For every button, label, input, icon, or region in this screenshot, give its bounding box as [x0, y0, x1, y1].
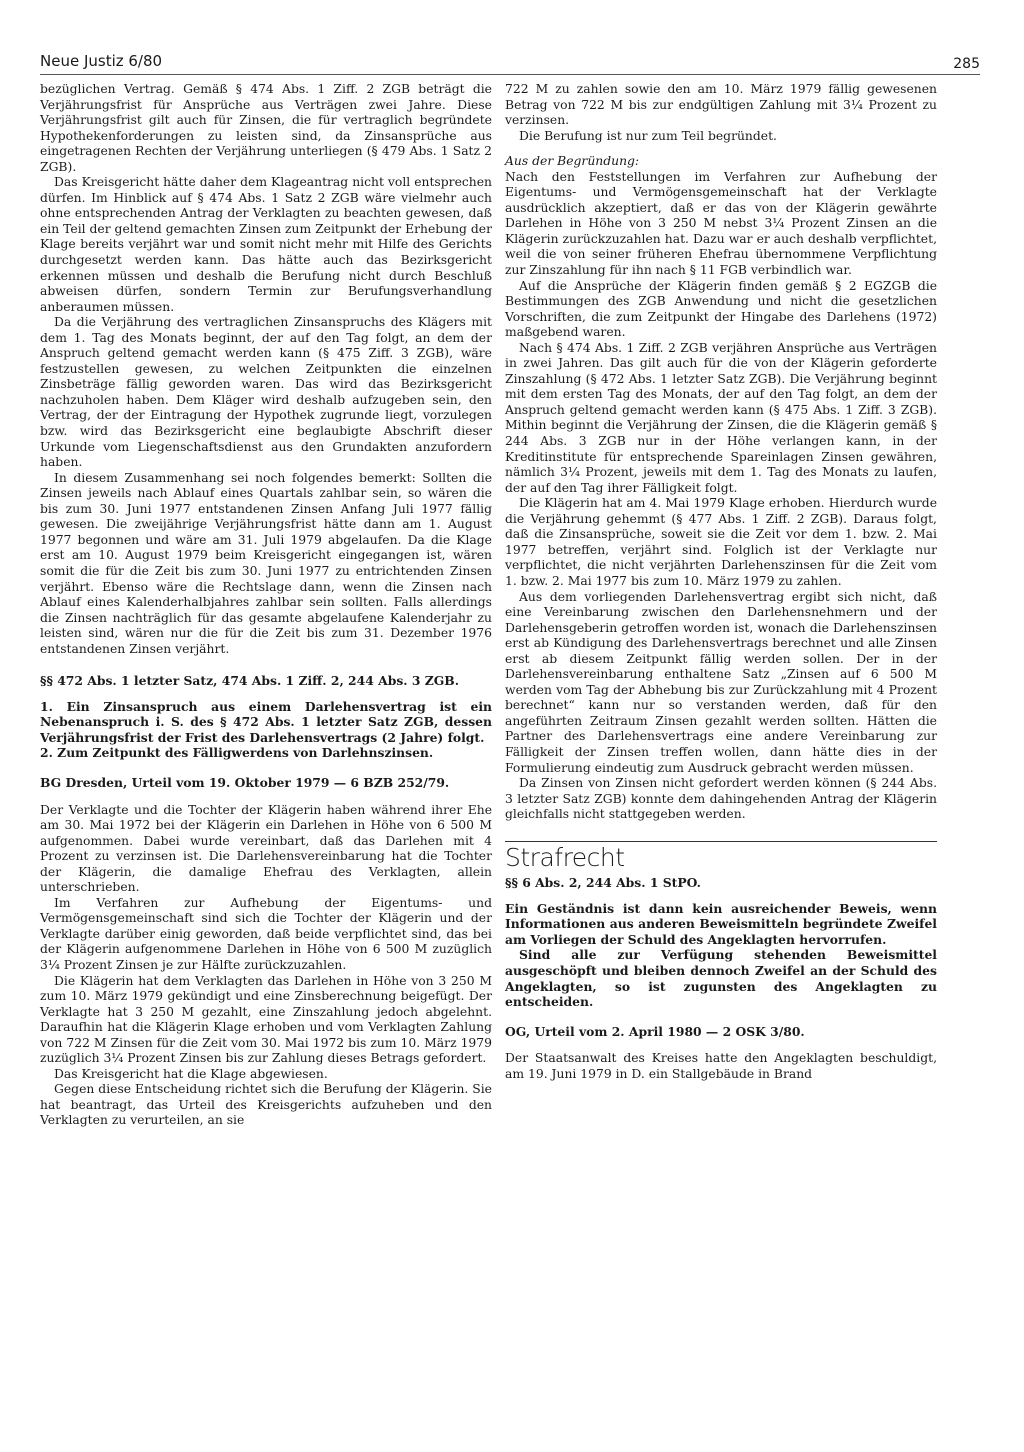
left-column — [40, 82, 492, 1129]
section-divider — [505, 841, 937, 842]
journal-title: Neue Justiz 6/80 — [40, 52, 163, 70]
headnote-2: 2. Zum Zeitpunkt des Fälligwerdens von Darlehnszinsen. — [40, 745, 434, 761]
paragraph: Nach § 474 Abs. 1 Ziff. 2 ZGB verjähren Ansprüche aus Verträgen in zwei Jahren. Das gilt auch für die von der Klägerin geforderte Zinszahlung (§ 472 Abs. 1 letzter Satz ZGB). Die Verjährung beginnt mit dem ersten Tag des Monats, der auf den Tag folgt, an dem der Anspruch geltend gemacht werden kann (§ 475 Abs. 1 Ziff. 3 ZGB). Mithin beginnt die Verjährung der Zinsen, die die Klägerin gemäß § 244 Abs. 3 ZGB nur in der Höhe verlangen kann, in der Kreditinstitute für entsprechende Spareinlagen Zinsen gewähren, nämlich 3¼ Prozent, jeweils mit dem 1. Tag des Monats zu laufen, der auf den Tag ihrer Fälligkeit folgt. — [505, 340, 937, 495]
paragraph: Gegen diese Entscheidung richtet sich die Berufung der Klägerin. Sie hat beantragt, das Urteil des Kreisgerichts aufzuheben und den Verklagten zu verurteilen, an sie — [40, 1082, 492, 1128]
paragraph: Der Verklagte und die Tochter der Klägerin haben während ihrer Ehe am 30. Mai 1972 bei der Klägerin ein Darlehen in Höhe von 6 500 M aufgenommen. Dabei wurde vereinbart, daß das Darlehen mit 4 Prozent zu verzinsen ist. Die Darlehensvereinbarung hat die Tochter der Klägerin, die damalige Ehefrau des Verklagten, allein unterschrieben. — [40, 802, 492, 895]
paragraph: bezüglichen Vertrag. Gemäß § 474 Abs. 1 Ziff. 2 ZGB beträgt die Verjährungsfrist für Ansprüche aus Verträgen zwei Jahre. Diese Verjährungsfrist gilt auch für Zinsen, die für vertraglich begründete Hypothekenforderungen zu leisten sind, da Zinsansprüche aus eingetragenen Rechten der Verjährung unterliegen (§ 479 Abs. 1 Satz 2 ZGB). — [40, 82, 492, 174]
running-header — [40, 52, 980, 75]
section-rubric: Strafrecht — [505, 842, 625, 872]
paragraph: Die Berufung ist nur zum Teil begründet. — [519, 128, 777, 143]
paragraph: Die Klägerin hat dem Verklagten das Darlehen in Höhe von 3 250 M zum 10. März 1979 gekündigt und eine Zinsberechnung beigefügt. Der Verklagte hat 3 250 M gezahlt, eine Zinszahlung jedoch abgelehnt. Daraufhin hat die Klägerin Klage erhoben und vom Verklagten Zahlung von 722 M Zinsen für die Zeit vom 30. Mai 1972 bis zum 10. März 1979 zuzüglich 3¼ Prozent Zinsen bis zur Zahlung dieses Betrags gefordert. — [40, 973, 492, 1066]
statute-reference: §§ 6 Abs. 2, 244 Abs. 1 StPO. — [505, 875, 701, 891]
paragraph: Der Staatsanwalt des Kreises hatte den Angeklagten beschuldigt, am 19. Juni 1979 in D. ein Stallgebäude in Brand — [505, 1051, 937, 1081]
paragraph: In diesem Zusammenhang sei noch folgendes bemerkt: Sollten die Zinsen jeweils nach Ablauf eines Quartals zahlbar sein, so wären die bis zum 30. Juni 1977 entstandenen Zinsen Anfang Juli 1977 fällig gewesen. Die zweijährige Verjährungsfrist hätte dann am 1. August 1977 begonnen und wäre am 31. Juli 1979 abgelaufen. Da die Klage erst am 10. August 1979 beim Kreisgericht eingegangen ist, wären somit die für die Zeit bis zum 30. Juni 1977 zu entrichtenden Zinsen verjährt. Ebenso wäre die Rechtslage dann, wenn die Zinsen nach Ablauf eines Kalenderhalbjahres zahlbar sein sollten. Falls allerdings die Zinsen nachträglich für das gesamte abgelaufene Kalenderjahr zu leisten sind, wären nur die für die Zeit bis zum 31. Dezember 1976 entstandenen Zinsen verjährt. — [40, 470, 492, 656]
paragraph: Aus dem vorliegenden Darlehensvertrag ergibt sich nicht, daß eine Vereinbarung zwischen den Darlehensnehmern und der Darlehensgeberin getroffen worden ist, wonach die Darlehenszinsen erst ab Kündigung des Darlehensvertrags berechnet und alle Zinsen erst ab diesem Zeitpunkt fällig werden sollen. Der in der Darlehensvereinbarung enthaltene Satz „Zinsen auf 6 500 M werden vom Tag der Abhebung bis zur Zurückzahlung mit 4 Prozent berechnet“ kann nur so verstanden werden, daß für den angeführten Zeitraum Zinsen gezahlt werden sollten. Hätten die Partner des Darlehensvertrags eine andere Vereinbarung zur Fälligkeit der Zinsen treffen wollen, dann hätte dies in der Formulierung eindeutig zum Ausdruck gebracht werden müssen. — [505, 589, 937, 775]
paragraph: Nach den Feststellungen im Verfahren zur Aufhebung der Eigentums- und Vermögensgemeinschaft hat der Verklagte ausdrücklich akzeptiert, daß er das von der Klägerin gewährte Darlehen in Höhe von 3 250 M nebst 3¼ Prozent Zinsen an die Klägerin zurückzuzahlen hat. Dazu war er auch deshalb verpflichtet, weil die von seiner früheren Ehefrau übernommene Verpflichtung zur Zinszahlung für ihn nach § 11 FGB verbindlich war. — [505, 169, 937, 278]
page-number: 285 — [953, 56, 980, 72]
headnote-1: Ein Geständnis ist dann kein ausreichender Beweis, wenn Informationen aus anderen Beweismitteln begründete Zweifel am Vorliegen der Schuld des Angeklagten hervorrufen. — [505, 900, 937, 947]
paragraph: Das Kreisgericht hätte daher dem Klageantrag nicht voll entsprechen dürfen. Im Hinblick auf § 474 Abs. 1 Satz 2 ZGB wäre vielmehr auch ohne entsprechenden Antrag der Verklagten zu beachten gewesen, daß ein Teil der geltend gemachten Zinsen zum Zeitpunkt der Erhebung der Klage bereits verjährt war und somit nicht mehr mit Hilfe des Gerichts durchgesetzt werden kann. Das hätte auch das Bezirksgericht erkennen müssen und deshalb die Berufung nicht durch Beschluß abweisen dürfen, sondern Termin zur Berufungsverhandlung anberaumen müssen. — [40, 175, 492, 314]
paragraph: Da Zinsen von Zinsen nicht gefordert werden können (§ 244 Abs. 3 letzter Satz ZGB) konnte dem dahingehenden Antrag der Klägerin gleichfalls nicht stattgegeben werden. — [505, 776, 937, 822]
right-column — [505, 82, 937, 1082]
headnote-1: 1. Ein Zinsanspruch aus einem Darlehensvertrag ist ein Nebenanspruch i. S. des § 472 Abs. 1 letzter Satz ZGB, dessen Verjährungsfrist der Frist des Darlehensvertrags (2 Jahre) folgt. — [40, 698, 492, 745]
headnote-2: Sind alle zur Verfügung stehenden Beweismittel ausgeschöpft und bleiben dennoch Zweifel an der Schuld des Angeklagten, so ist zugunsten des Angeklagten zu entscheiden. — [505, 947, 937, 1010]
court-citation: OG, Urteil vom 2. April 1980 — 2 OSK 3/80. — [505, 1023, 805, 1039]
statute-reference: §§ 472 Abs. 1 letzter Satz, 474 Abs. 1 Ziff. 2, 244 Abs. 3 ZGB. — [40, 673, 460, 689]
paragraph: Das Kreisgericht hat die Klage abgewiesen. — [54, 1066, 328, 1081]
paragraph: Im Verfahren zur Aufhebung der Eigentums- und Vermögensgemeinschaft sind sich die Tochter der Klägerin und der Verklagte darüber einig geworden, daß beide verpflichtet sind, das bei der Klägerin aufgenommene Darlehen in Höhe von 6 500 M zuzüglich 3¼ Prozent Zinsen je zur Hälfte zurückzuzahlen. — [40, 895, 492, 972]
paragraph: Da die Verjährung des vertraglichen Zinsanspruchs des Klägers mit dem 1. Tag des Monats beginnt, der auf den Tag folgt, an dem der Anspruch geltend gemacht werden kann (§ 475 Ziff. 3 ZGB), wäre festzustellen gewesen, zu welchen Zeitpunkten die einzelnen Zinsbeträge fällig geworden waren. Das wird das Bezirksgericht nachzuholen haben. Dem Kläger wird deshalb aufzugeben sein, den Vertrag, der der Eintragung der Hypothek zugrunde liegt, vorzulegen bzw. wird das Bezirksgericht eine beglaubigte Abschrift dieser Urkunde vom Liegenschaftsdienst aus den Grundakten anzufordern haben. — [40, 315, 492, 470]
reasons-heading: Aus der Begründung: — [505, 154, 640, 169]
paragraph: Auf die Ansprüche der Klägerin finden gemäß § 2 EGZGB die Bestimmungen des ZGB Anwendung und nicht die gesetzlichen Vorschriften, die zum Zeitpunkt der Hingabe des Darlehens (1972) maßgebend waren. — [505, 278, 937, 340]
court-citation: BG Dresden, Urteil vom 19. Oktober 1979 — 6 BZB 252/79. — [40, 774, 450, 790]
paragraph: 722 M zu zahlen sowie den am 10. März 1979 fällig gewesenen Betrag von 722 M bis zur endgültigen Zahlung mit 3¼ Prozent zu verzinsen. — [505, 82, 937, 128]
paragraph: Die Klägerin hat am 4. Mai 1979 Klage erhoben. Hierdurch wurde die Verjährung gehemmt (§ 477 Abs. 1 Ziff. 2 ZGB). Daraus folgt, daß die Zinsansprüche, soweit sie die Zeit vor dem 1. bzw. 2. Mai 1977 betreffen, verjährt sind. Folglich ist der Verklagte nur verpflichtet, die nicht verjährten Darlehenszinsen für die Zeit vom 1. bzw. 2. Mai 1977 bis zum 10. März 1979 zu zahlen. — [505, 496, 937, 588]
